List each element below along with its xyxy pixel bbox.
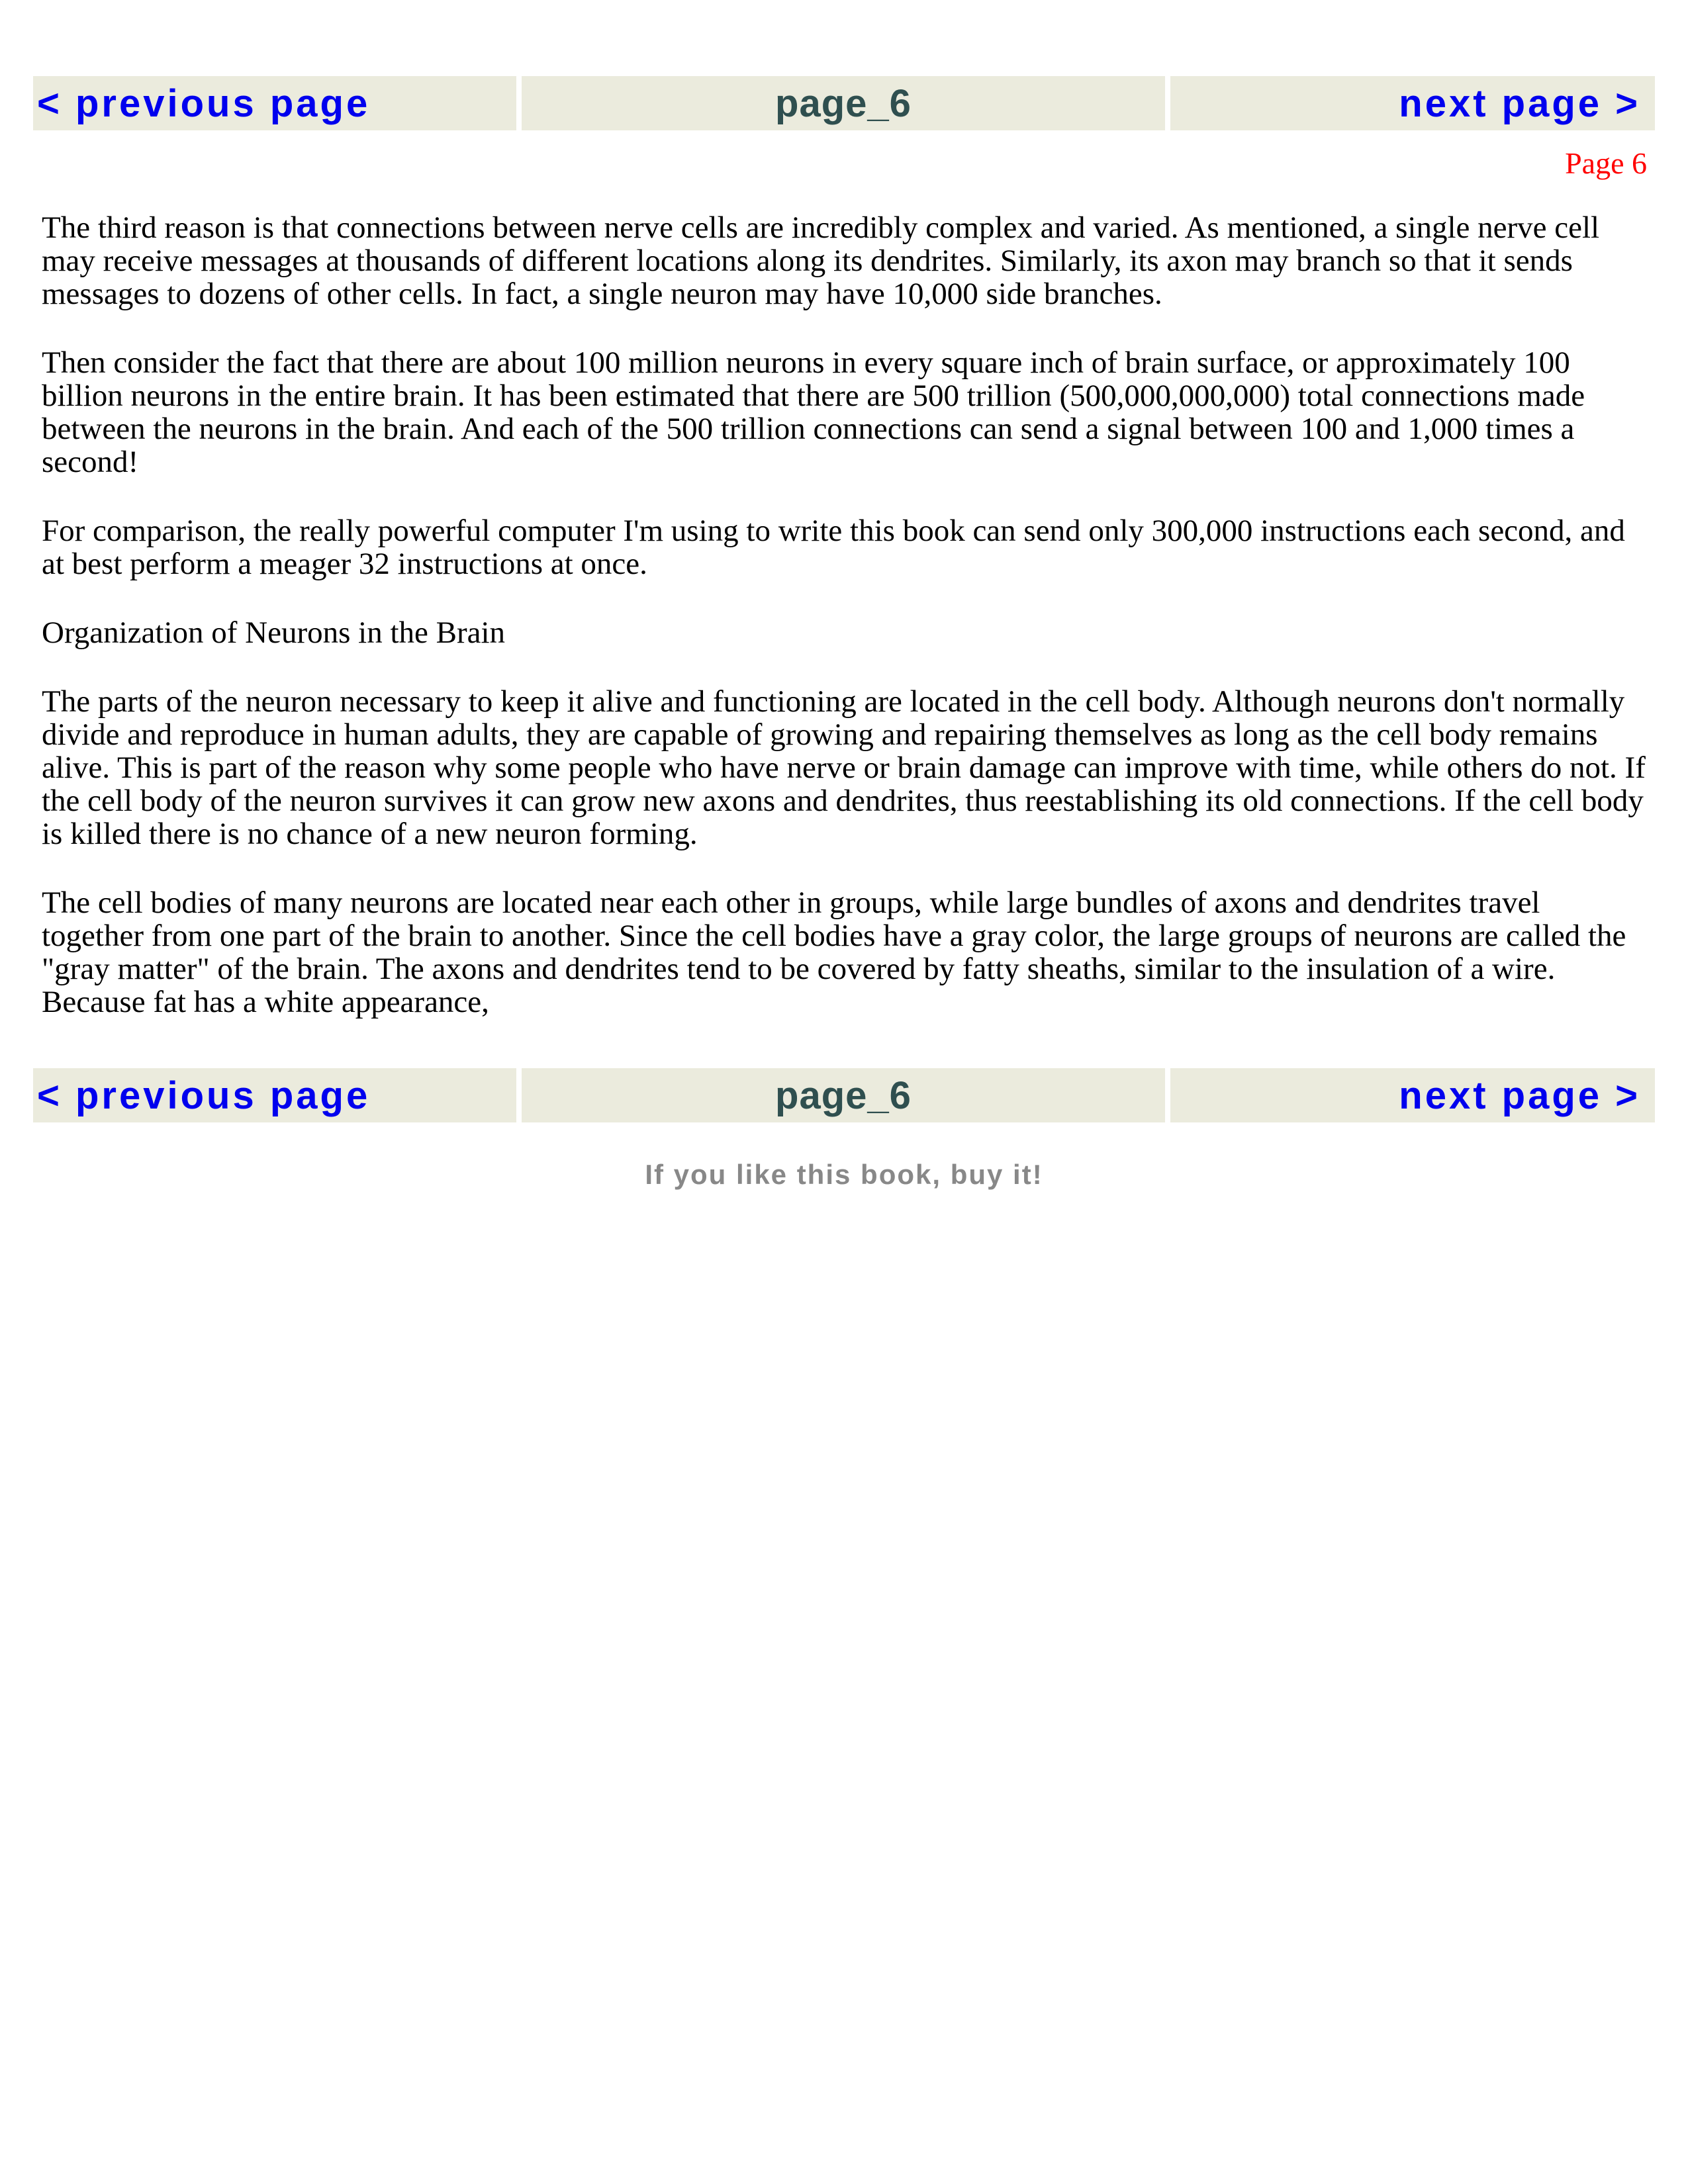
paragraph-3: For comparison, the really powerful computer I'm using to write this book can send only 300,000 instructions each second, and at best perform a meager 32 instructions at once. [42, 514, 1625, 581]
bottom-previous-page-link[interactable]: < previous page [37, 1073, 371, 1117]
paragraph-1: The third reason is that connections between nerve cells are incredibly complex and varied. As mentioned, a single nerve cell may receive messages at thousands of different locations along its dendrites. Similarly, its axon may branch so that it sends messages to dozens of other cells. In fact, a single neuron may have 10,000 side branches. [42, 210, 1600, 311]
bottom-next-page-link[interactable]: next page > [1399, 1073, 1640, 1117]
top-prev-cell [33, 76, 516, 130]
bottom-page-title: page_6 [775, 1073, 912, 1117]
top-navigation-bar [33, 76, 1655, 130]
paragraph-4: The parts of the neuron necessary to keep it alive and functioning are located in the cell body. Although neurons don't normally divide and reproduce in human adults, they are capable of growing and repairing themselves as long as the cell body remains alive. This is part of the reason why some people who have nerve or brain damage can improve with time, while others do not. If the cell body of the neuron survives it can grow new axons and dendrites, thus reestablishing its old connections. If the cell body is killed there is no chance of a new neuron forming. [42, 684, 1646, 851]
paragraph-5: The cell bodies of many neurons are located near each other in groups, while large bundles of axons and dendrites travel together from one part of the brain to another. Since the cell bodies have a gray color, the large groups of neurons are called the "gray matter" of the brain. The axons and dendrites tend to be covered by fatty sheaths, similar to the insulation of a wire. Because fat has a white appearance, [42, 886, 1626, 1019]
bottom-navigation-bar [33, 1068, 1655, 1122]
bottom-next-cell [1170, 1068, 1655, 1122]
top-previous-page-link[interactable]: < previous page [37, 81, 371, 125]
top-page-title: page_6 [775, 81, 912, 125]
paragraph-2: Then consider the fact that there are about 100 million neurons in every square inch of brain surface, or approximately 100 billion neurons in the entire brain. It has been estimated that there are 500 trillion (500,000,000,000) total connections made between the neurons in the brain. And each of the 500 trillion connections can send a signal between 100 and 1,000 times a second! [42, 345, 1585, 479]
buy-book-promo: If you like this book, buy it! [645, 1159, 1043, 1190]
top-next-page-link[interactable]: next page > [1399, 81, 1640, 125]
bottom-title-cell [522, 1068, 1165, 1122]
page-content [33, 211, 1655, 1019]
page-number-label: Page 6 [1565, 146, 1647, 180]
top-title-cell [522, 76, 1165, 130]
section-heading: Organization of Neurons in the Brain [42, 615, 506, 650]
book-page [33, 76, 1655, 1191]
top-next-cell [1170, 76, 1655, 130]
bottom-prev-cell [33, 1068, 516, 1122]
